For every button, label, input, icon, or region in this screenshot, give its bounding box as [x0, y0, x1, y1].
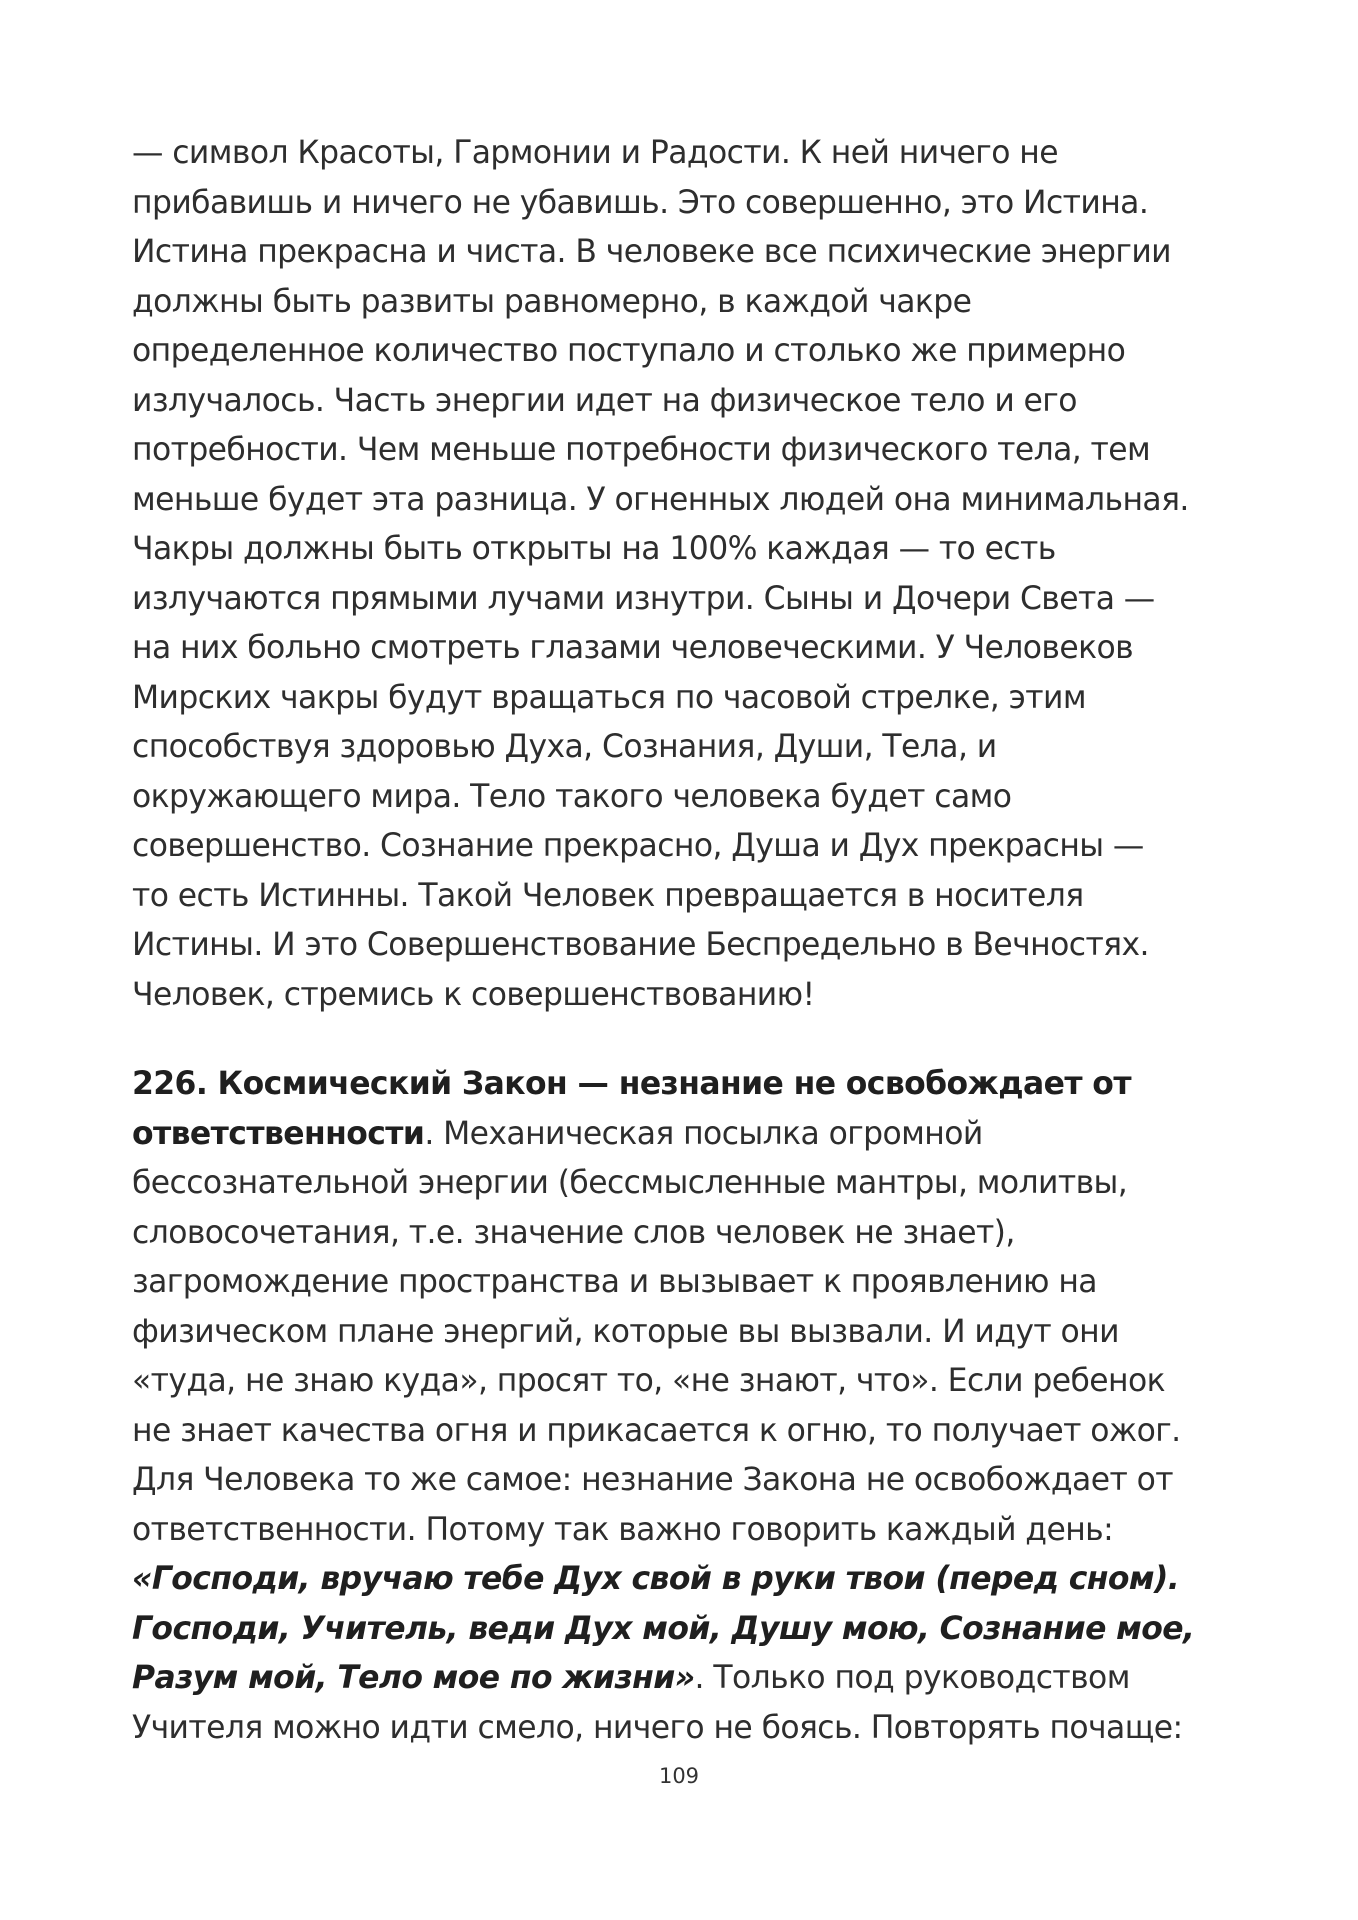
text-line: на них больно смотреть глазами человеческими. У Человеков [132, 628, 1134, 666]
text-line: прибавишь и ничего не убавишь. Это совершенно, это Истина. [132, 182, 1149, 221]
text-fragment: . Только под руководством [694, 1658, 1130, 1696]
paragraph-1 [132, 128, 1252, 1019]
text-line: то есть Истинны. Такой Человек превращается в носителя [132, 875, 1084, 914]
section-heading-end: ответственности [132, 1113, 425, 1152]
text-line: должны быть развиты равномерно, в каждой чакре [132, 281, 972, 320]
text-line: совершенство. Сознание прекрасно, Душа и Дух прекрасны — [132, 826, 1144, 864]
text-line [132, 1653, 1232, 1703]
text-line: Человек, стремись к совершенствованию! [132, 974, 815, 1013]
paragraph-2 [132, 1059, 1252, 1752]
text-line: не знает качества огня и прикасается к огню, то получает ожог. [132, 1410, 1181, 1449]
text-line: излучаются прямыми лучами изнутри. Сыны и Дочери Света — [132, 578, 1155, 617]
text-line: окружающего мира. Тело такого человека будет само [132, 776, 1012, 815]
document-page [132, 128, 1252, 1752]
text-line: бессознательной энергии (бессмысленные мантры, молитвы, [132, 1163, 1128, 1201]
text-line: потребности. Чем меньше потребности физического тела, тем [132, 430, 1151, 468]
text-line: словосочетания, т.е. значение слов человек не знает), [132, 1212, 1015, 1251]
prayer-quote-line: Господи, Учитель, веди Дух мой, Душу мою, Сознание мое, [132, 1608, 1195, 1647]
text-line: Истина прекрасна и чиста. В человеке все психические энергии [132, 232, 1172, 270]
text-line: физическом плане энергий, которые вы вызвали. И идут они [132, 1311, 1119, 1350]
text-line: ответственности. Потому так важно говорить каждый день: [132, 1509, 1114, 1548]
prayer-quote-line: «Господи, вручаю тебе Дух свой в руки твои (перед сном). [132, 1559, 1180, 1597]
text-fragment: . Механическая посылка огромной [424, 1113, 983, 1152]
text-line: Истины. И это Совершенствование Беспредельно в Вечностях. [132, 925, 1149, 963]
text-line: загромождение пространства и вызывает к проявлению на [132, 1262, 1097, 1300]
text-line: способствуя здоровью Духа, Сознания, Души, Тела, и [132, 727, 997, 765]
text-line: определенное количество поступало и столько же примерно [132, 331, 1126, 369]
section-heading: 226. Космический Закон — незнание не освобождает от [132, 1064, 1131, 1102]
text-line: меньше будет эта разница. У огненных людей она минимальная. [132, 479, 1189, 518]
text-line: Учителя можно идти смело, ничего не боясь. Повторять почаще: [132, 1707, 1183, 1746]
paragraph-spacer [132, 1019, 1252, 1059]
text-line: Чакры должны быть открыты на 100% каждая — то есть [132, 529, 1056, 567]
text-line: Для Человека то же самое: незнание Закона не освобождает от [132, 1460, 1173, 1498]
prayer-quote-end: Разум мой, Тело мое по жизни» [132, 1658, 695, 1696]
text-line: — символ Красоты, Гармонии и Радости. К ней ничего не [132, 133, 1058, 171]
text-line [132, 1109, 1232, 1159]
text-line: Мирских чакры будут вращаться по часовой стрелке, этим [132, 677, 1086, 716]
text-line: «туда, не знаю куда», просят то, «не знают, что». Если ребенок [132, 1361, 1166, 1399]
page-number: 109 [658, 1764, 700, 1788]
text-line: излучалось. Часть энергии идет на физическое тело и его [132, 380, 1077, 419]
